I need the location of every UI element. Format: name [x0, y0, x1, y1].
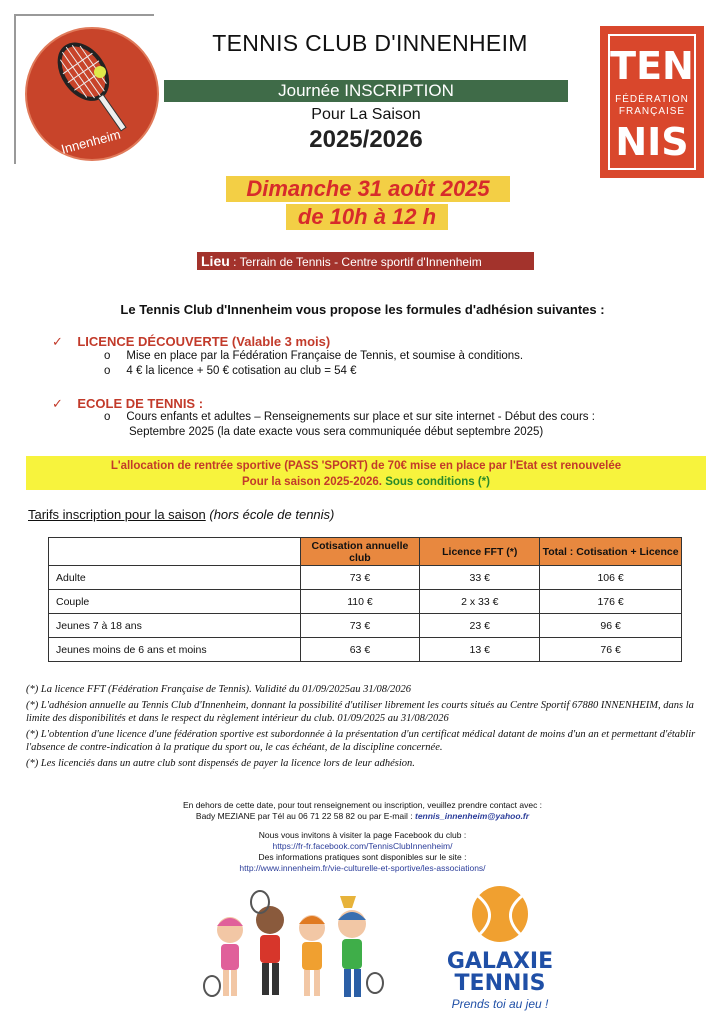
- fft-logo-line1: FÉDÉRATION: [615, 94, 689, 105]
- lieu-text: : Terrain de Tennis - Centre sportif d'Innenheim: [229, 255, 482, 269]
- kids-illustration: [190, 888, 400, 1012]
- galaxie-tennis-logo: [430, 882, 570, 1012]
- galaxie-line2: TENNIS: [454, 971, 546, 996]
- email-link[interactable]: tennis_innenheim@yahoo.fr: [414, 811, 530, 821]
- table-header-blank: [49, 538, 301, 566]
- lieu-label: Lieu: [201, 253, 230, 269]
- table-row: Adulte 73 € 33 € 106 €: [49, 566, 682, 590]
- intro-text: Le Tennis Club d'Innenheim vous propose les formules d'adhésion suivantes :: [120, 302, 605, 317]
- pass-sport-line2: Pour la saison 2025-2026.: [242, 476, 382, 488]
- site-intro: Des informations pratiques sont disponibles sur le site :: [258, 852, 467, 862]
- club-title: TENNIS CLUB D'INNENHEIM: [212, 30, 528, 56]
- table-header: Licence FFT (*): [420, 538, 540, 566]
- fft-logo-top: TEN: [610, 44, 694, 88]
- facebook-link[interactable]: https://fr-fr.facebook.com/TennisClubInnenheim/: [272, 841, 453, 851]
- contact-line2: Bady MEZIANE par Tél au 06 71 22 58 82 ou par E-mail : tennis_innenheim@yahoo.fr: [195, 811, 530, 821]
- formule-title: LICENCE DÉCOUVERTE (Valable 3 mois): [77, 334, 331, 349]
- list-item: o Mise en place par la Fédération Française de Tennis, et soumise à conditions.: [104, 350, 524, 362]
- footnote: (*) La licence FFT (Fédération Française de Tennis). Validité du 01/09/2025au 31/08/2026: [26, 684, 411, 695]
- tennis-ball-icon: [430, 882, 570, 952]
- site-link[interactable]: http://www.innenheim.fr/vie-culturelle-et-sportive/les-associations/: [239, 863, 486, 873]
- event-date: Dimanche 31 août 2025: [226, 176, 510, 202]
- pass-sport-banner: [26, 456, 706, 490]
- pass-sport-line1: L'allocation de rentrée sportive (PASS 'SPORT) de 70€ mise en place par l'Etat est renouvelée: [110, 460, 622, 472]
- club-logo: [22, 24, 162, 164]
- contact-line1: En dehors de cette date, pour tout renseignement ou inscription, veuillez prendre contact avec :: [182, 800, 543, 810]
- facebook-intro: Nous vous invitons à visiter la page Facebook du club :: [258, 830, 467, 840]
- table-row: Jeunes 7 à 18 ans 73 € 23 € 96 €: [49, 614, 682, 638]
- journee-banner: Journée INSCRIPTION: [164, 80, 568, 102]
- list-item: Septembre 2025 (la date exacte vous sera communiquée début septembre 2025): [129, 426, 544, 438]
- formule-decouverte: [52, 333, 330, 351]
- footnote: (*) L'adhésion annuelle au Tennis Club d'Innenheim, donnant la possibilité d'utiliser librement les courts situés au Centre Sportif 67880 INNENHEIM, dans la limite des disponibilités et dans le respect du règlement intérieur du club. 01/09/2025 au 31/08/2026: [26, 700, 694, 724]
- footnotes: [26, 683, 706, 773]
- table-header: Cotisation annuelle club: [300, 538, 420, 566]
- footnote: (*) Les licenciés dans un autre club sont dispensés de payer la licence lors de leur adhésion.: [26, 758, 415, 769]
- fft-logo: [600, 26, 704, 178]
- footnote: (*) L'obtention d'une licence d'une fédération sportive est subordonnée à la présentation d'un certificat médical datant de moins d'un an et permettant d'établir l'absence de contre-indication à la pratique du sport ou, le cas échéant, de la discipline concernée.: [26, 729, 696, 753]
- table-row: Couple 110 € 2 x 33 € 176 €: [49, 590, 682, 614]
- pass-sport-conditions: Sous conditions (*): [382, 476, 490, 488]
- galaxie-line1: GALAXIE: [446, 949, 554, 974]
- tarifs-table: [48, 537, 682, 662]
- event-location: [197, 252, 534, 270]
- checkmark-icon: ✓: [52, 396, 63, 411]
- event-time: de 10h à 12 h: [286, 204, 448, 230]
- table-header-row: [49, 538, 682, 566]
- saison-years: 2025/2026: [309, 126, 423, 153]
- list-item: o 4 € la licence + 50 € cotisation au club = 54 €: [104, 365, 357, 377]
- club-logo-text: Innenheim: [59, 126, 123, 157]
- pour-saison: Pour La Saison: [311, 106, 421, 123]
- list-item: o Cours enfants et adultes – Renseignements sur place et sur site internet - Début des cours :: [104, 411, 595, 423]
- fft-logo-line2: FRANÇAISE: [618, 106, 686, 117]
- galaxie-tagline: Prends toi au jeu !: [451, 997, 549, 1011]
- table-row: Jeunes moins de 6 ans et moins 63 € 13 € 76 €: [49, 638, 682, 662]
- table-header: Total : Cotisation + Licence: [540, 538, 682, 566]
- tarifs-title: Tarifs inscription pour la saison (hors école de tennis): [28, 507, 335, 522]
- checkmark-icon: ✓: [52, 334, 63, 349]
- fft-logo-bottom: NIS: [615, 120, 689, 164]
- formule-title: ECOLE DE TENNIS :: [77, 396, 204, 411]
